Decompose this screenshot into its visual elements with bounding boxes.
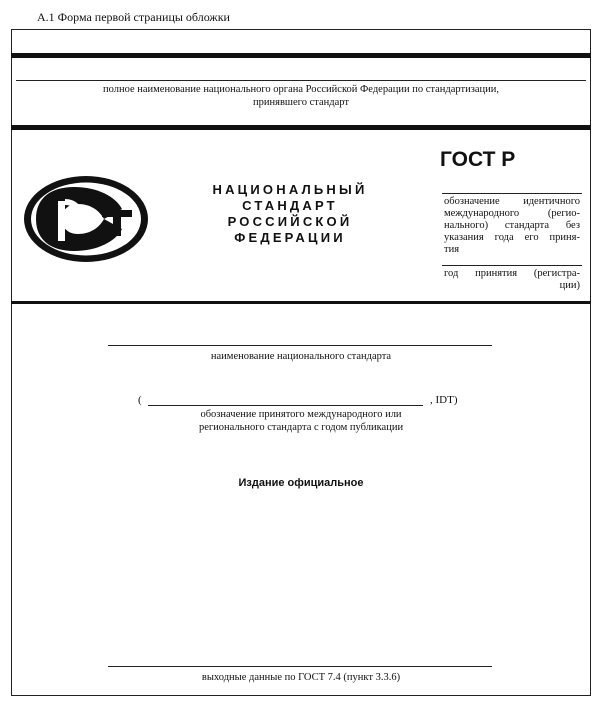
organ-name-caption-line-2: принявшего стандарт xyxy=(253,97,349,108)
national-standard-title xyxy=(190,182,390,246)
designation-note-line-1: обозначение идентичного xyxy=(444,196,580,207)
adopted-designation-line xyxy=(148,405,423,406)
year-line xyxy=(442,265,582,266)
adopted-note-line-1: обозначение принятого международного или xyxy=(200,409,402,420)
designation-note-line-2: международного (регио- xyxy=(444,208,580,219)
standard-name-caption: наименование национального стандарта xyxy=(210,351,392,362)
rst-logo-icon xyxy=(22,174,150,264)
standard-name-line xyxy=(108,345,492,346)
figure-caption: А.1 Форма первой страницы обложки xyxy=(37,10,230,24)
imprint-line xyxy=(108,666,492,667)
official-edition: Издание официальное xyxy=(238,477,364,489)
organ-name-caption xyxy=(11,83,591,109)
national-title-line-1: НАЦИОНАЛЬНЫЙ xyxy=(212,182,368,197)
designation-line xyxy=(442,193,582,194)
imprint-caption: выходные данные по ГОСТ 7.4 (пункт 3.3.6) xyxy=(201,672,401,683)
designation-note xyxy=(444,196,580,256)
organ-name-caption-line-1: полное наименование национального органа Российской Федерации по стандартизации, xyxy=(102,84,499,95)
adopted-open-paren: ( xyxy=(138,394,142,406)
gost-r-label: ГОСТ Р xyxy=(440,148,516,171)
adopted-idt: , IDT) xyxy=(430,394,458,406)
section-thick-rule xyxy=(11,301,591,304)
top-thick-rule xyxy=(11,53,591,58)
national-title-line-3: РОССИЙСКОЙ xyxy=(227,214,353,229)
national-title-line-2: СТАНДАРТ xyxy=(242,198,338,213)
designation-note-line-3: нального) стандарта без xyxy=(444,220,580,231)
national-title-line-4: ФЕДЕРАЦИИ xyxy=(234,230,346,245)
adopted-note xyxy=(186,408,416,434)
designation-note-line-5: тия xyxy=(444,244,460,255)
header-thick-rule xyxy=(11,125,591,130)
designation-note-line-4: указания года его приня- xyxy=(444,232,580,243)
organ-name-line xyxy=(16,80,586,81)
adopted-note-line-2: регионального стандарта с годом публикации xyxy=(198,422,404,433)
year-note-line-1: год принятия (регистра- xyxy=(444,268,580,279)
year-note-line-2: ции) xyxy=(559,280,580,291)
year-note xyxy=(444,268,580,292)
